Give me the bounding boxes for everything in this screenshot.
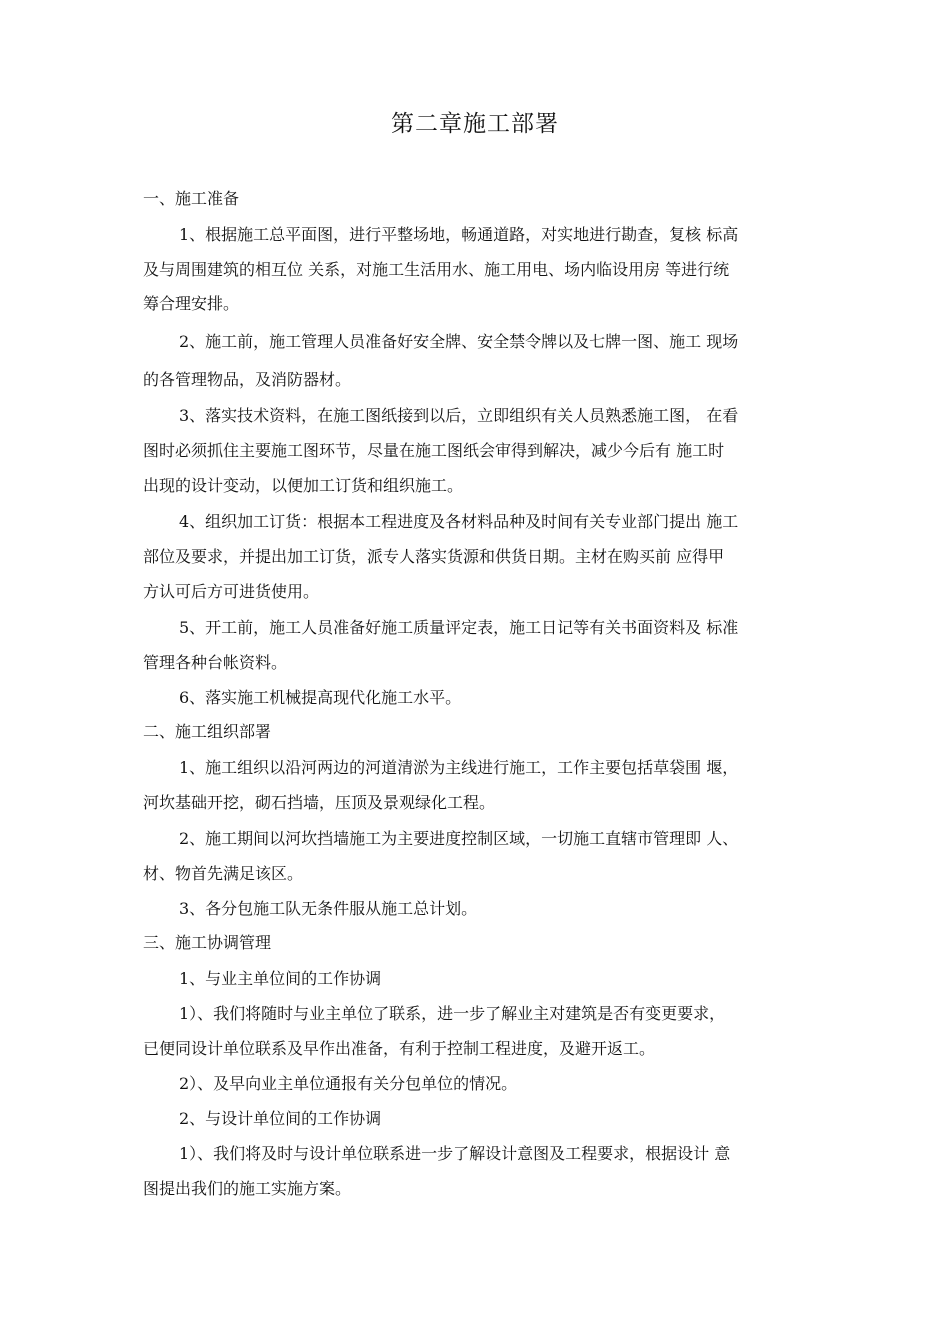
- text-line: 已便同设计单位联系及早作出准备，有利于控制工程进度，及避开返工。: [143, 1039, 656, 1058]
- text-line: 图提出我们的施工实施方案。: [143, 1179, 352, 1198]
- text-line: 出现的设计变动，以便加工订货和组织施工。: [143, 476, 464, 495]
- text-line: 3、各分包施工队无条件服从施工总计划。: [179, 899, 478, 918]
- text-line: 1、与业主单位间的工作协调: [179, 969, 382, 988]
- text-line: 4、组织加工订货：根据本工程进度及各材料品种及时间有关专业部门提出 施工: [179, 512, 739, 531]
- text-line: 5、开工前，施工人员准备好施工质量评定表，施工日记等有关书面资料及 标准: [179, 618, 739, 637]
- text-line: 1）、我们将随时与业主单位了联系，进一步了解业主对建筑是否有变更要求，: [179, 1004, 726, 1023]
- text-line: 1、根据施工总平面图，进行平整场地，畅通道路，对实地进行勘查，复核 标高: [179, 225, 739, 244]
- text-line: 2）、及早向业主单位通报有关分包单位的情况。: [179, 1074, 518, 1093]
- text-line: 2、施工前，施工管理人员准备好安全牌、安全禁令牌以及七牌一图、施工 现场: [179, 332, 739, 351]
- text-line: 材、物首先满足该区。: [143, 864, 304, 883]
- text-line: 2、施工期间以河坎挡墙施工为主要进度控制区域，一切施工直辖市管理即 人、: [179, 829, 739, 848]
- text-line: 图时必须抓住主要施工图环节，尽量在施工图纸会审得到解决，减少今后有 施工时: [143, 441, 725, 460]
- text-line: 1）、我们将及时与设计单位联系进一步了解设计意图及工程要求，根据设计 意: [179, 1144, 731, 1163]
- text-line: 3、落实技术资料，在施工图纸接到以后，立即组织有关人员熟悉施工图， 在看: [179, 406, 739, 425]
- text-line: 的各管理物品，及消防器材。: [143, 370, 352, 389]
- text-line: 6、落实施工机械提高现代化施工水平。: [179, 688, 462, 707]
- text-line: 方认可后方可进货使用。: [143, 582, 320, 601]
- text-line: 部位及要求，并提出加工订货，派专人落实货源和供货日期。主材在购买前 应得甲: [143, 547, 725, 566]
- section-heading: 二、施工组织部署: [143, 722, 272, 741]
- section-heading: 一、施工准备: [143, 189, 240, 208]
- text-line: 2、与设计单位间的工作协调: [179, 1109, 382, 1128]
- text-line: 1、施工组织以沿河两边的河道清淤为主线进行施工，工作主要包括草袋围 堰，: [179, 758, 739, 777]
- text-line: 筹合理安排。: [143, 294, 240, 313]
- text-line: 河坎基础开挖，砌石挡墙，压顶及景观绿化工程。: [143, 793, 496, 812]
- text-line: 管理各种台帐资料。: [143, 653, 288, 672]
- text-line: 及与周围建筑的相互位 关系，对施工生活用水、施工用电、场内临设用房 等进行统: [143, 260, 730, 279]
- section-heading: 三、施工协调管理: [143, 933, 272, 952]
- page-title: 第二章施工部署: [391, 111, 559, 137]
